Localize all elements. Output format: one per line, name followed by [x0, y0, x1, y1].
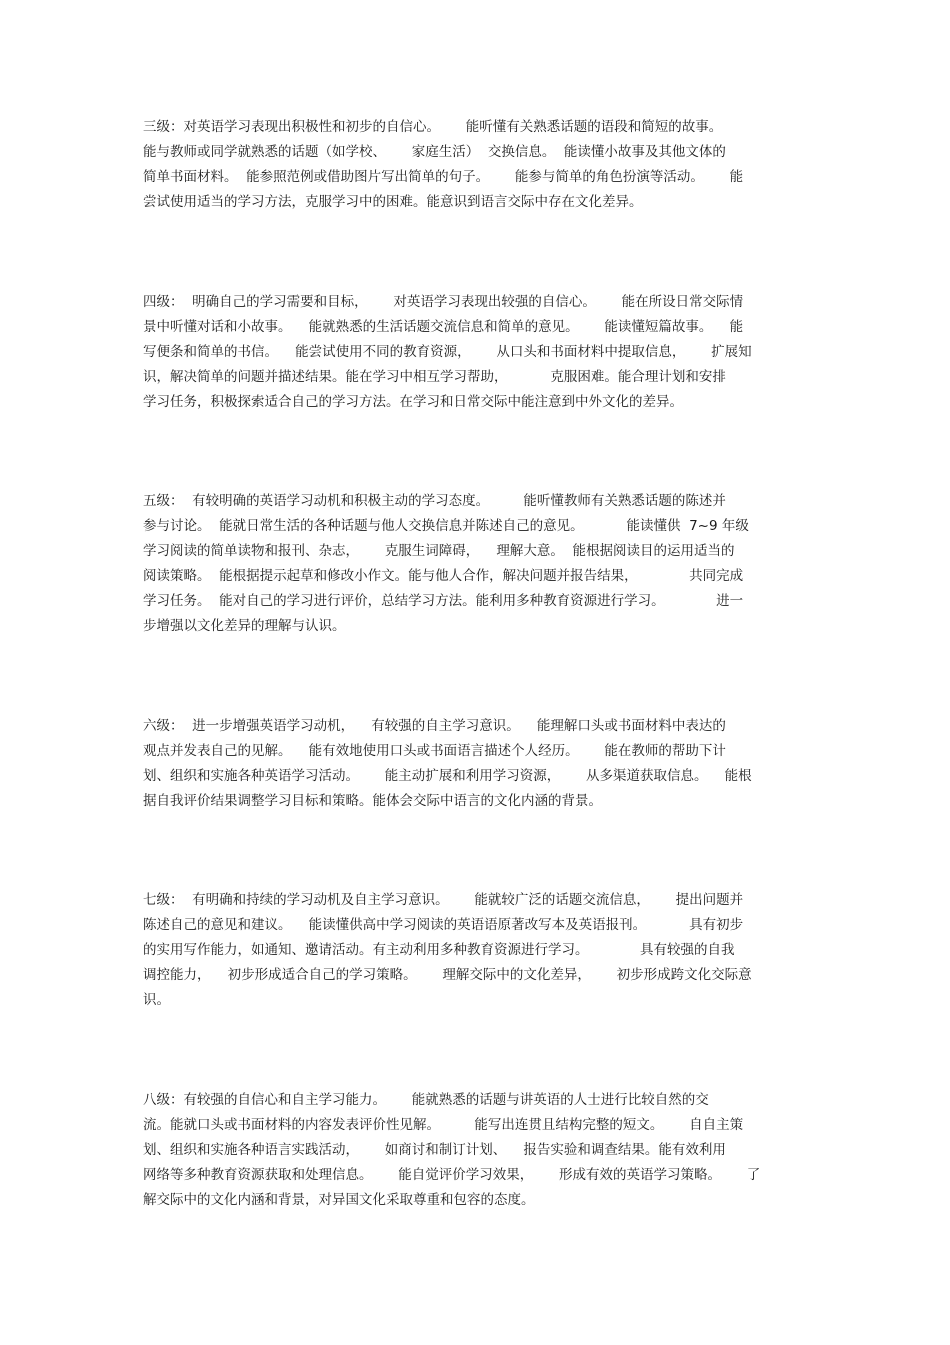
paragraph-line: 网络等多种教育资源获取和处理信息。 能自觉评价学习效果， 形成有效的英语学习策略。 了: [143, 1167, 761, 1183]
level-3-paragraph: [143, 115, 807, 215]
paragraph-line: 能与教师或同学就熟悉的话题（如学校、 家庭生活） 交换信息。 能读懂小故事及其他文体的: [143, 144, 726, 160]
paragraph-line: 三级：对英语学习表现出积极性和初步的自信心。 能听懂有关熟悉话题的语段和简短的故事。: [143, 119, 723, 135]
paragraph-line: 五级： 有较明确的英语学习动机和积极主动的学习态度。 能听懂教师有关熟悉话题的陈述并: [143, 493, 726, 509]
paragraph-line: 四级： 明确自己的学习需要和目标， 对英语学习表现出较强的自信心。 能在所设日常交际情: [143, 294, 744, 310]
level-4-paragraph: [143, 290, 807, 415]
level-7-paragraph: [143, 888, 807, 1013]
level-5-paragraph: [143, 489, 807, 639]
paragraph-line: 景中听懂对话和小故事。 能就熟悉的生活话题交流信息和简单的意见。 能读懂短篇故事。 能: [143, 319, 744, 335]
paragraph-line: 学习任务，积极探索适合自己的学习方法。在学习和日常交际中能注意到中外文化的差异。: [143, 394, 683, 410]
paragraph-line: 流。能就口头或书面材料的内容发表评价性见解。 能写出连贯且结构完整的短文。 自自主策: [143, 1117, 744, 1133]
paragraph-line: 六级： 进一步增强英语学习动机， 有较强的自主学习意识。 能理解口头或书面材料中表达的: [143, 718, 726, 734]
paragraph-line: 阅读策略。 能根据提示起草和修改小作文。能与他人合作，解决问题并报告结果， 共同完成: [143, 568, 744, 584]
paragraph-line: 尝试使用适当的学习方法，克服学习中的困难。能意识到语言交际中存在文化差异。: [143, 194, 643, 210]
paragraph-line: 步增强以文化差异的理解与认识。: [143, 618, 346, 634]
paragraph-line: 观点并发表自己的见解。 能有效地使用口头或书面语言描述个人经历。 能在教师的帮助下计: [143, 743, 726, 759]
paragraph-line: 划、组织和实施各种英语学习活动。 能主动扩展和利用学习资源， 从多渠道获取信息。 能根: [143, 768, 752, 784]
paragraph-line: 划、组织和实施各种语言实践活动， 如商讨和制订计划、 报告实验和调查结果。能有效利用: [143, 1142, 726, 1158]
level-8-paragraph: [143, 1088, 807, 1213]
paragraph-line: 参与讨论。 能就日常生活的各种话题与他人交换信息并陈述自己的意见。 能读懂供 7~9 年级: [143, 518, 749, 534]
paragraph-line: 解交际中的文化内涵和背景，对异国文化采取尊重和包容的态度。: [143, 1192, 535, 1208]
paragraph-line: 据自我评价结果调整学习目标和策略。能体会交际中语言的文化内涵的背景。: [143, 793, 602, 809]
paragraph-line: 八级：有较强的自信心和自主学习能力。 能就熟悉的话题与讲英语的人士进行比较自然的交: [143, 1092, 709, 1108]
paragraph-line: 的实用写作能力，如通知、邀请活动。有主动利用多种教育资源进行学习。 具有较强的自我: [143, 942, 735, 958]
paragraph-line: 学习任务。 能对自己的学习进行评价，总结学习方法。能利用多种教育资源进行学习。 进一: [143, 593, 744, 609]
paragraph-line: 陈述自己的意见和建议。 能读懂供高中学习阅读的英语语原著改写本及英语报刊。 具有初步: [143, 917, 744, 933]
paragraph-line: 识，解决简单的问题并描述结果。能在学习中相互学习帮助， 克服困难。能合理计划和安排: [143, 369, 726, 385]
paragraph-line: 识。: [143, 992, 170, 1008]
paragraph-line: 调控能力， 初步形成适合自己的学习策略。 理解交际中的文化差异， 初步形成跨文化交际意: [143, 967, 752, 983]
paragraph-line: 写便条和简单的书信。 能尝试使用不同的教育资源， 从口头和书面材料中提取信息， 扩展知: [143, 344, 752, 360]
paragraph-line: 简单书面材料。 能参照范例或借助图片写出简单的句子。 能参与简单的角色扮演等活动。 能: [143, 169, 744, 185]
paragraph-line: 学习阅读的简单读物和报刊、杂志， 克服生词障碍， 理解大意。 能根据阅读目的运用适当的: [143, 543, 735, 559]
paragraph-line: 七级： 有明确和持续的学习动机及自主学习意识。 能就较广泛的话题交流信息， 提出问题并: [143, 892, 744, 908]
level-6-paragraph: [143, 714, 807, 814]
